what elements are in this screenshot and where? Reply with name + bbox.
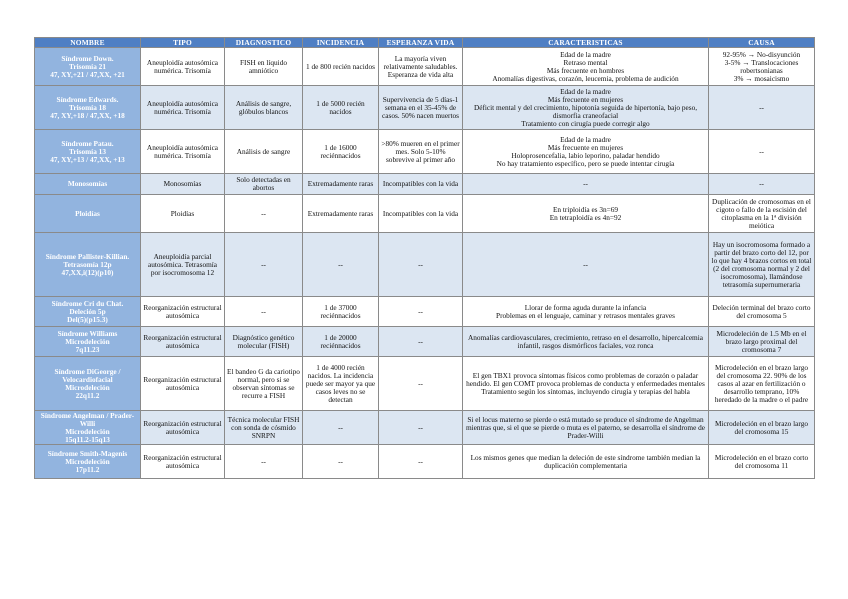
cell-diagnostico: Análisis de sangre <box>225 130 303 174</box>
cell-incidencia: 1 de 5000 recién nacidos <box>303 86 379 130</box>
cell-incidencia: 1 de 4000 recién nacidos. La incidencia puede ser mayor ya que casos leves no se detectan <box>303 357 379 411</box>
table-row <box>35 357 815 411</box>
cell-diagnostico: -- <box>225 445 303 479</box>
cell-causa <box>709 233 815 297</box>
cell-incidencia: 1 de 20000 reciénnacidos <box>303 327 379 357</box>
table-body <box>35 48 815 479</box>
cell-causa <box>709 174 815 195</box>
cell-caracteristicas <box>463 327 709 357</box>
cell-incidencia: -- <box>303 445 379 479</box>
cell-diagnostico: -- <box>225 297 303 327</box>
cell-nombre <box>35 297 141 327</box>
cell-causa <box>709 357 815 411</box>
header-row <box>35 38 815 48</box>
cell-nombre-line: 17p11.2 <box>75 464 100 474</box>
cell-caracteristicas-line: Más frecuente en hombres <box>546 65 625 75</box>
cell-esperanza-vida: -- <box>379 445 463 479</box>
cell-nombre-line: Microdeleción <box>65 382 110 392</box>
cell-causa-line: Deleción terminal del brazo corto del cromosoma 5 <box>712 302 811 320</box>
cell-esperanza-vida: Incompatibles con la vida <box>379 174 463 195</box>
cell-tipo: Aneuploidía autosómica numérica. Trisomía <box>141 86 225 130</box>
cell-caracteristicas-line: El gen TBX1 provoca síntomas físicos como problemas de corazón o paladar hendido. El gen COMT provoca problemas de conducta y enfermedades mentales <box>466 370 705 388</box>
cell-tipo: Reorganización estructural autosómica <box>141 357 225 411</box>
cell-esperanza-vida: -- <box>379 233 463 297</box>
cell-caracteristicas-line: Anomalías digestivas, corazón, leucemia, problema de audición <box>492 73 679 83</box>
cell-caracteristicas-line: Si el locus materno se pierde o está mutado se produce el síndrome de Angelman mientras que, si el que se pierde o muta es el paterno, se desarrolla el síndrome de Prader-Willi <box>465 414 706 440</box>
cell-causa-line: Microdeleción en el brazo corto del cromosoma 11 <box>714 452 809 470</box>
cell-causa-line: 3-5% → Translocaciones robertsonianas <box>724 57 799 75</box>
syndromes-table-sheet <box>34 37 814 479</box>
cell-tipo: Ploidías <box>141 195 225 233</box>
cell-nombre-line: Trisomía 13 <box>69 146 106 156</box>
cell-incidencia: 1 de 16000 reciénnacidos <box>303 130 379 174</box>
header-tipo: TIPO <box>141 38 225 48</box>
cell-causa <box>709 195 815 233</box>
cell-esperanza-vida: La mayoría viven relativamente saludables. Esperanza de vida alta <box>379 48 463 86</box>
cell-tipo: Aneuploidía autosómica numérica. Trisomía <box>141 130 225 174</box>
cell-nombre-line: Tetrasomía 12p <box>63 259 112 269</box>
cell-causa <box>709 327 815 357</box>
table-row <box>35 327 815 357</box>
cell-nombre-line: Deleción 5p <box>69 306 106 316</box>
cell-nombre-line: Síndrome Down. <box>61 53 114 63</box>
cell-esperanza-vida: -- <box>379 357 463 411</box>
cell-caracteristicas <box>463 297 709 327</box>
cell-caracteristicas-line: Holoprosencefalia, labio leporino, paladar hendido <box>511 150 660 160</box>
cell-diagnostico: Análisis de sangre, glóbulos blancos <box>225 86 303 130</box>
cell-caracteristicas-line: No hay tratamiento específico, pero se puede intentar cirugía <box>496 158 675 168</box>
cell-nombre-line: 22q11.2 <box>75 390 100 400</box>
cell-nombre-line: Microdeleción <box>65 426 110 436</box>
syndromes-table <box>34 37 815 479</box>
header-causa: CAUSA <box>709 38 815 48</box>
cell-caracteristicas-line: Anomalías cardiovasculares, crecimiento, retraso en el desarrollo, hipercalcemia infantil, rasgos dismórficos faciales, voz ronca <box>467 332 703 350</box>
cell-nombre-line: 47,XX,i(12)(p10) <box>61 267 114 277</box>
cell-tipo: Aneuploidía autosómica numérica. Trisomía <box>141 48 225 86</box>
cell-caracteristicas <box>463 445 709 479</box>
cell-causa-line: Microdeleción en el brazo largo del cromosoma 15 <box>714 418 809 436</box>
cell-causa-line: Duplicación de cromosomas en el cigoto o fallo de la escisión del citoplasma en la 1ª división meiótica <box>712 196 811 230</box>
cell-caracteristicas-line: En tetraploidía es 4n=92 <box>549 212 622 222</box>
cell-incidencia: 1 de 37000 reciénnacidos <box>303 297 379 327</box>
cell-nombre-line: Monosomías <box>67 179 108 188</box>
cell-caracteristicas-line: En triploidía es 3n=69 <box>552 204 619 214</box>
cell-caracteristicas <box>463 174 709 195</box>
cell-diagnostico: Diagnóstico genético molecular (FISH) <box>225 327 303 357</box>
cell-nombre <box>35 233 141 297</box>
cell-esperanza-vida: -- <box>379 297 463 327</box>
cell-causa-line: -- <box>759 146 764 156</box>
cell-diagnostico: Solo detectadas en abortos <box>225 174 303 195</box>
cell-caracteristicas <box>463 195 709 233</box>
cell-esperanza-vida: Supervivencia de 5 días-1 semana en el 35-45% de casos. 50% nacen muertos <box>379 86 463 130</box>
cell-nombre-line: 47, XY,+18 / 47,XX, +18 <box>50 110 125 120</box>
cell-nombre-line: Síndrome DiGeorge / Velocardiofacial <box>54 366 121 384</box>
cell-diagnostico: -- <box>225 195 303 233</box>
cell-diagnostico: -- <box>225 233 303 297</box>
cell-causa <box>709 411 815 445</box>
cell-nombre-line: Síndrome Edwards. <box>56 94 119 104</box>
cell-nombre-line: Síndrome Patau. <box>61 138 114 148</box>
table-row <box>35 86 815 130</box>
cell-nombre-line: Trisomía 18 <box>69 102 106 112</box>
cell-nombre-line: 47, XY,+21 / 47,XX, +21 <box>50 69 125 79</box>
table-row <box>35 297 815 327</box>
cell-caracteristicas <box>463 411 709 445</box>
cell-caracteristicas-line: Edad de la madre <box>560 49 611 59</box>
header-nombre: NOMBRE <box>35 38 141 48</box>
cell-caracteristicas-line: Tratamiento según los síntomas, incluyendo cirugía y terapias del habla <box>481 386 690 396</box>
cell-nombre-line: Síndrome Williams <box>57 328 118 338</box>
header-diagnostico: DIAGNOSTICO <box>225 38 303 48</box>
cell-caracteristicas <box>463 130 709 174</box>
cell-causa-line: -- <box>759 179 764 188</box>
cell-causa <box>709 48 815 86</box>
cell-nombre <box>35 411 141 445</box>
cell-nombre-line: Microdeleción <box>65 456 110 466</box>
cell-causa <box>709 86 815 130</box>
table-row <box>35 195 815 233</box>
cell-nombre <box>35 195 141 233</box>
cell-tipo: Reorganización estructural autosómica <box>141 327 225 357</box>
cell-esperanza-vida: Incompatibles con la vida <box>379 195 463 233</box>
cell-caracteristicas-line: -- <box>583 179 588 188</box>
cell-caracteristicas-line: Tratamiento con cirugía puede corregir algo <box>521 118 650 128</box>
cell-incidencia: 1 de 800 recién nacidos <box>303 48 379 86</box>
cell-caracteristicas-line: Los mismos genes que median la deleción de este síndrome también median la duplicación complementaria <box>470 452 701 470</box>
cell-nombre-line: 15q11.2-15q13 <box>65 434 110 444</box>
table-row <box>35 48 815 86</box>
cell-esperanza-vida: -- <box>379 327 463 357</box>
cell-causa-line: Hay un isocromosoma formado a partir del brazo corto del 12, por lo que hay 4 brazos cortos en total (2 del cromosoma normal y 2 del isocromosoma), llamándose tetrasomía supernumeraria <box>711 239 812 289</box>
header-esperanza-vida: ESPERANZA VIDA <box>379 38 463 48</box>
cell-caracteristicas-line: Retraso mental <box>563 57 608 67</box>
cell-diagnostico: FISH en líquido amniótico <box>225 48 303 86</box>
cell-causa <box>709 297 815 327</box>
table-row <box>35 130 815 174</box>
cell-caracteristicas-line: Más frecuente en mujeres <box>547 94 624 104</box>
cell-nombre <box>35 86 141 130</box>
cell-nombre-line: Microdeleción <box>65 336 110 346</box>
cell-nombre-line: Síndrome Pallister-Killian. <box>45 251 130 261</box>
cell-nombre-line: Síndrome Angelman / Prader-Willi <box>40 410 135 428</box>
cell-nombre-line: Ploidías <box>75 208 100 218</box>
cell-nombre <box>35 445 141 479</box>
cell-causa-line: Microdeleción en el brazo largo del cromosoma 22. 90% de los casos al azar en fertilización o desarrollo temprano, 10% heredado de la madre o el padre <box>714 362 809 404</box>
cell-caracteristicas-line: Problemas en el lenguaje, caminar y retrasos mentales graves <box>496 310 675 320</box>
cell-nombre-line: 7q11.23 <box>75 344 100 354</box>
cell-nombre-line: 47, XY,+13 / 47,XX, +13 <box>50 154 125 164</box>
cell-nombre-line: Síndrome Cri du Chat. <box>51 298 124 308</box>
header-incidencia: INCIDENCIA <box>303 38 379 48</box>
cell-causa <box>709 130 815 174</box>
table-row <box>35 233 815 297</box>
table-row <box>35 445 815 479</box>
cell-caracteristicas-line: Más frecuente en mujeres <box>547 142 624 152</box>
cell-caracteristicas <box>463 86 709 130</box>
cell-causa <box>709 445 815 479</box>
cell-caracteristicas-line: -- <box>583 259 588 269</box>
cell-esperanza-vida: >80% mueren en el primer mes. Solo 5-10% sobrevive al primer año <box>379 130 463 174</box>
cell-causa-line: -- <box>759 102 764 112</box>
table-row <box>35 411 815 445</box>
cell-diagnostico: El bandeo G da cariotipo normal, pero si se observan síntomas se recurre a FISH <box>225 357 303 411</box>
cell-causa-line: 3% → mosaicismo <box>733 73 790 83</box>
cell-caracteristicas <box>463 48 709 86</box>
cell-nombre <box>35 174 141 195</box>
cell-diagnostico: Técnica molecular FISH con sonda de cósmido SNRPN <box>225 411 303 445</box>
cell-causa-line: Microdeleción de 1.5 Mb en el brazo largo proximal del cromosoma 7 <box>716 328 807 354</box>
cell-nombre-line: Trisomía 21 <box>69 61 106 71</box>
cell-incidencia: -- <box>303 233 379 297</box>
cell-caracteristicas-line: Llorar de forma aguda durante la infancia <box>524 302 647 312</box>
cell-tipo: Reorganización estructural autosómica <box>141 411 225 445</box>
cell-incidencia: Extremadamente raras <box>303 195 379 233</box>
cell-caracteristicas-line: Edad de la madre <box>560 86 611 96</box>
cell-incidencia: Extremadamente raras <box>303 174 379 195</box>
cell-nombre <box>35 48 141 86</box>
cell-nombre-line: Síndrome Smith-Magenis <box>47 448 128 458</box>
cell-caracteristicas-line: Déficit mental y del crecimiento, hipotonía seguida de hipertonía, bajo peso, dismorfia craneofacial <box>473 102 698 120</box>
cell-esperanza-vida: -- <box>379 411 463 445</box>
cell-caracteristicas-line: Edad de la madre <box>560 134 611 144</box>
cell-tipo: Aneuploidía parcial autosómica. Tetrasomía por isocromosoma 12 <box>141 233 225 297</box>
header-caracteristicas: CARACTERISTICAS <box>463 38 709 48</box>
cell-nombre <box>35 327 141 357</box>
cell-nombre <box>35 130 141 174</box>
cell-incidencia: -- <box>303 411 379 445</box>
table-row <box>35 174 815 195</box>
cell-causa-line: 92-95% → No-disyunción <box>722 49 801 59</box>
cell-nombre-line: Del(5)(p15.3) <box>67 314 108 324</box>
cell-tipo: Monosomías <box>141 174 225 195</box>
cell-tipo: Reorganización estructural autosómica <box>141 445 225 479</box>
cell-nombre <box>35 357 141 411</box>
cell-tipo: Reorganización estructural autosómica <box>141 297 225 327</box>
cell-caracteristicas <box>463 357 709 411</box>
cell-caracteristicas <box>463 233 709 297</box>
